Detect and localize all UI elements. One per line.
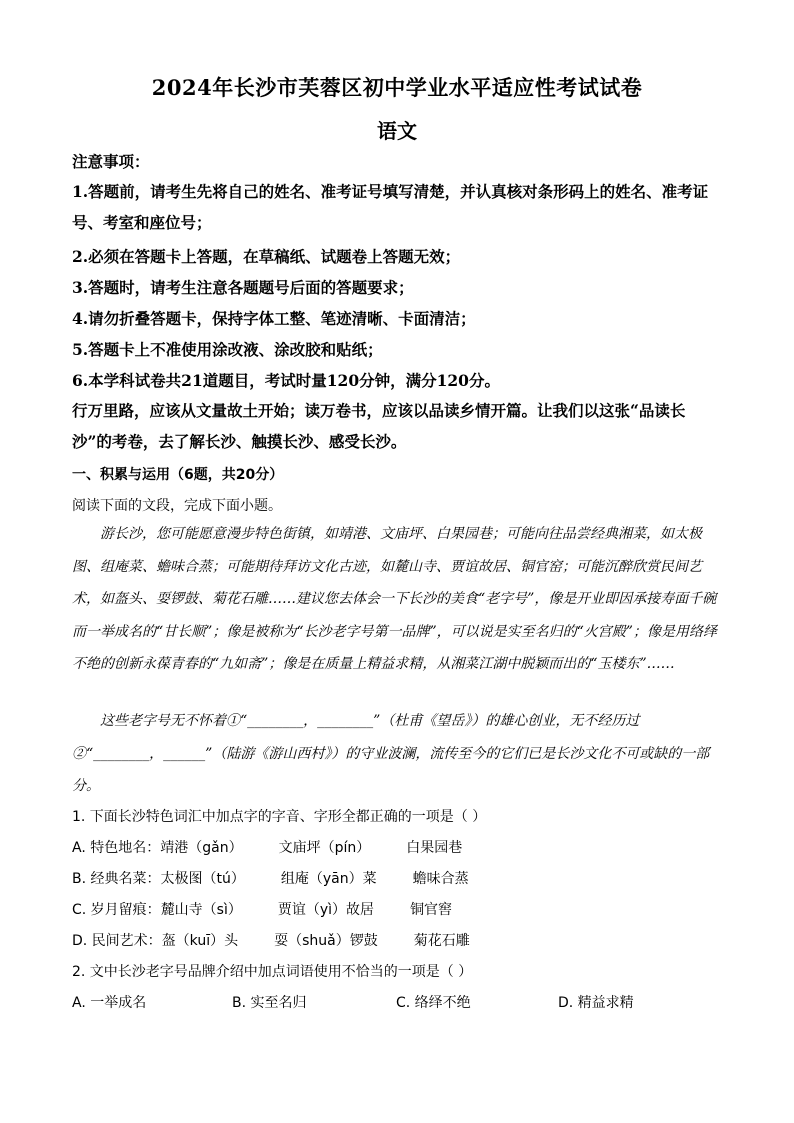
- notice-item-6: 6.本学科试卷共21道题目，考试时量120分钟，满分120分。: [72, 371, 500, 390]
- notice-heading: 注意事项：: [72, 152, 150, 171]
- question-2-option-b[interactable]: B. 实至名归: [232, 995, 307, 1011]
- option-label: D. 民间艺术：: [72, 933, 162, 949]
- option-label: B. 经典名菜：: [72, 871, 161, 887]
- question-1-option-a[interactable]: A. 特色地名：靖港（gǎn） 文庙坪（pín） 白果园巷: [72, 840, 463, 856]
- option-label: C. 岁月留痕：: [72, 902, 161, 918]
- notice-item-1: 1.答题前，请考生先将自己的姓名、准考证号填写清楚，并认真核对条形码上的姓名、准考证号、考室和座位号；: [72, 182, 709, 232]
- notice-intro: 行万里路，应该从文量故土开始；读万卷书，应该以品读乡情开篇。让我们以这张“品读长沙”的考卷，去了解长沙、触摸长沙、感受长沙。: [72, 401, 686, 451]
- notice-item-3: 3.答题时，请考生注意各题题号后面的答题要求；: [72, 278, 414, 297]
- section-heading: 一、积累与运用（6题，共20分）: [72, 467, 284, 483]
- exam-title: 2024年长沙市芙蓉区初中学业水平适应性考试试卷: [151, 75, 643, 100]
- notice-item-2: 2.必须在答题卡上答题，在草稿纸、试题卷上答题无效；: [72, 247, 461, 266]
- section-instruction: 阅读下面的文段，完成下面小题。: [72, 498, 282, 514]
- question-2-stem: 2. 文中长沙老字号品牌介绍中加点词语使用不恰当的一项是（ ）: [72, 964, 473, 980]
- question-1-option-c[interactable]: C. 岁月留痕：麓山寺（sì） 贾谊（yì）故居 铜官窖: [72, 902, 453, 918]
- question-2-option-c[interactable]: C. 络绎不绝: [396, 995, 471, 1011]
- question-1-option-b[interactable]: B. 经典名菜：太极图（tú） 组庵（yān）菜 蟾味合蒸: [72, 871, 469, 887]
- question-2-option-a[interactable]: A. 一举成名: [72, 995, 147, 1011]
- notice-item-5: 5.答题卡上不准使用涂改液、涂改胶和贴纸；: [72, 340, 383, 359]
- notice-item-4: 4.请勿折叠答题卡，保持字体工整、笔迹清晰、卡面清洁；: [72, 309, 476, 328]
- exam-subject: 语文: [377, 119, 417, 143]
- question-1-option-d[interactable]: D. 民间艺术：盔（kuī）头 耍（shuǎ）锣鼓 菊花石雕: [72, 933, 470, 949]
- reading-passage-2: 这些老字号无不怀着①“________，________”（杜甫《望岳》）的雄心创业，无不经历过②“________，______”（陆游《游山西村》）的守业波澜，流传至今的它们已是长沙文化不可或缺的一部分。: [72, 713, 710, 794]
- option-label: A. 特色地名：: [72, 840, 161, 856]
- reading-passage-1: 游长沙，您可能愿意漫步特色街镇，如靖港、文庙坪、白果园巷；可能向往品尝经典湘菜，如太极图、组庵菜、蟾味合蒸；可能期待拜访文化古迹，如麓山寺、贾谊故居、铜官窑；可能沉醉欣赏民间艺术，如盔头、耍锣鼓、菊花石雕……建议您去体会一下长沙的美食“老字号”，像是开业即因承接寿面千碗而一举成名的“甘长顺”；像是被称为“长沙老字号第一品牌”，可以说是实至名归的“火宫殿”；像是用络绎不绝的创新永葆青春的“九如斋”；像是在质量上精益求精，从湘菜江湖中脱颖而出的“玉楼东”……: [72, 526, 717, 672]
- question-1-stem: 1. 下面长沙特色词汇中加点字的字音、字形全都正确的一项是（ ）: [72, 809, 487, 825]
- question-2-option-d[interactable]: D. 精益求精: [558, 995, 634, 1011]
